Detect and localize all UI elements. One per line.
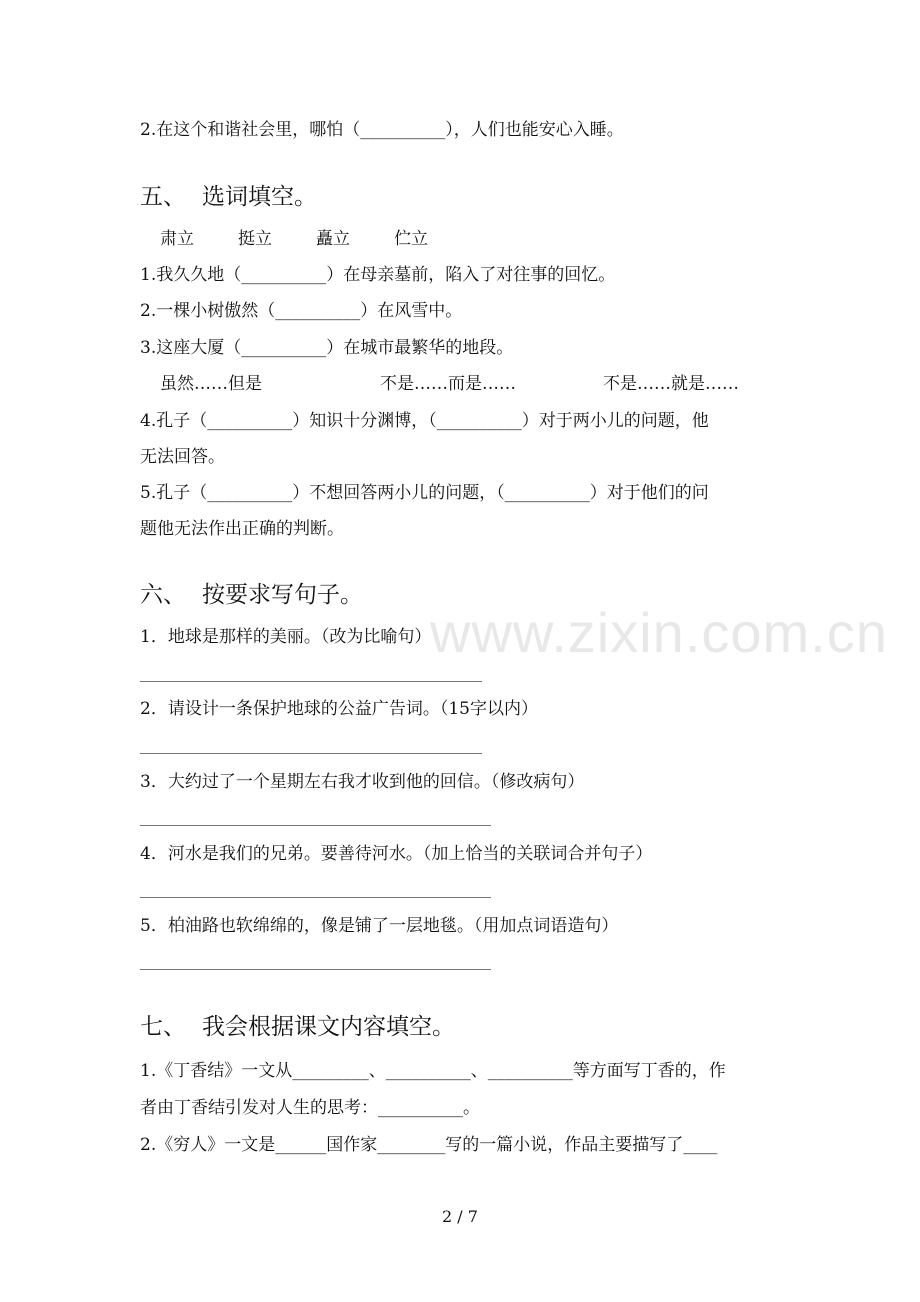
- watermark: www.zixin.com.cn: [430, 601, 888, 664]
- word-choice: 挺立: [238, 229, 272, 249]
- word-choices: [160, 228, 472, 250]
- sec5-question-5-cont: 题他无法作出正确的判断。: [140, 519, 344, 539]
- sec6-question-1: 1．地球是那样的美丽。（改为比喻句）: [140, 627, 432, 647]
- sec5-question-4: 4.孔子（__________）知识十分渊博，（__________）对于两小儿的问题，他: [140, 411, 709, 431]
- answer-line: [140, 897, 491, 898]
- sec6-question-2: 2．请设计一条保护地球的公益广告词。（15字以内）: [140, 699, 538, 719]
- section-number: 六、: [140, 582, 186, 608]
- sec4-question-2: 2.在这个和谐社会里，哪怕（__________），人们也能安心入睡。: [140, 120, 624, 140]
- section-title: 我会根据课文内容填空。: [202, 1014, 455, 1040]
- section-5-heading: [140, 182, 317, 212]
- word-choice: 肃立: [160, 229, 194, 249]
- section-7-heading: [140, 1012, 455, 1042]
- sec7-question-1: 1.《丁香结》一文从_________、__________、__________等方面写丁香的，作: [140, 1061, 726, 1081]
- answer-line: [140, 753, 482, 754]
- answer-line: [140, 825, 491, 826]
- sec5-question-5: 5.孔子（__________）不想回答两小儿的问题，（__________）对于他们的问: [140, 483, 709, 503]
- sec7-question-1-cont: 者由丁香结引发对人生的思考：__________。: [140, 1098, 480, 1118]
- page-number: 2 / 7: [442, 1207, 478, 1226]
- section-6-heading: [140, 580, 363, 610]
- sec5-question-2: 2.一棵小树傲然（__________）在风雪中。: [140, 301, 463, 321]
- sec5-question-3: 3.这座大厦（__________）在城市最繁华的地段。: [140, 338, 514, 358]
- answer-line: [140, 681, 482, 682]
- conjunction-choice: 虽然……但是: [160, 374, 262, 394]
- sec6-question-5: 5．柏油路也软绵绵的，像是铺了一层地毯。（用加点词语造句）: [140, 916, 619, 936]
- sec5-question-4-cont: 无法回答。: [140, 447, 225, 467]
- section-title: 按要求写句子。: [202, 582, 363, 608]
- sec5-question-1: 1.我久久地（__________）在母亲墓前，陷入了对往事的回忆。: [140, 265, 616, 285]
- section-number: 七、: [140, 1014, 186, 1040]
- sec6-question-3: 3．大约过了一个星期左右我才收到他的回信。（修改病句）: [140, 772, 585, 792]
- conjunction-choice: 不是……而是……: [380, 374, 516, 394]
- section-number: 五、: [140, 184, 186, 210]
- sec6-question-4: 4．河水是我们的兄弟。要善待河水。（加上恰当的关联词合并句子）: [140, 844, 653, 864]
- sec7-question-2: 2.《穷人》一文是______国作家________写的一篇小说，作品主要描写了____: [140, 1135, 718, 1155]
- word-choice: 伫立: [394, 229, 428, 249]
- word-choice: 矗立: [316, 229, 350, 249]
- answer-line: [140, 969, 491, 970]
- conjunction-choice: 不是……就是……: [603, 374, 739, 394]
- section-title: 选词填空。: [202, 184, 317, 210]
